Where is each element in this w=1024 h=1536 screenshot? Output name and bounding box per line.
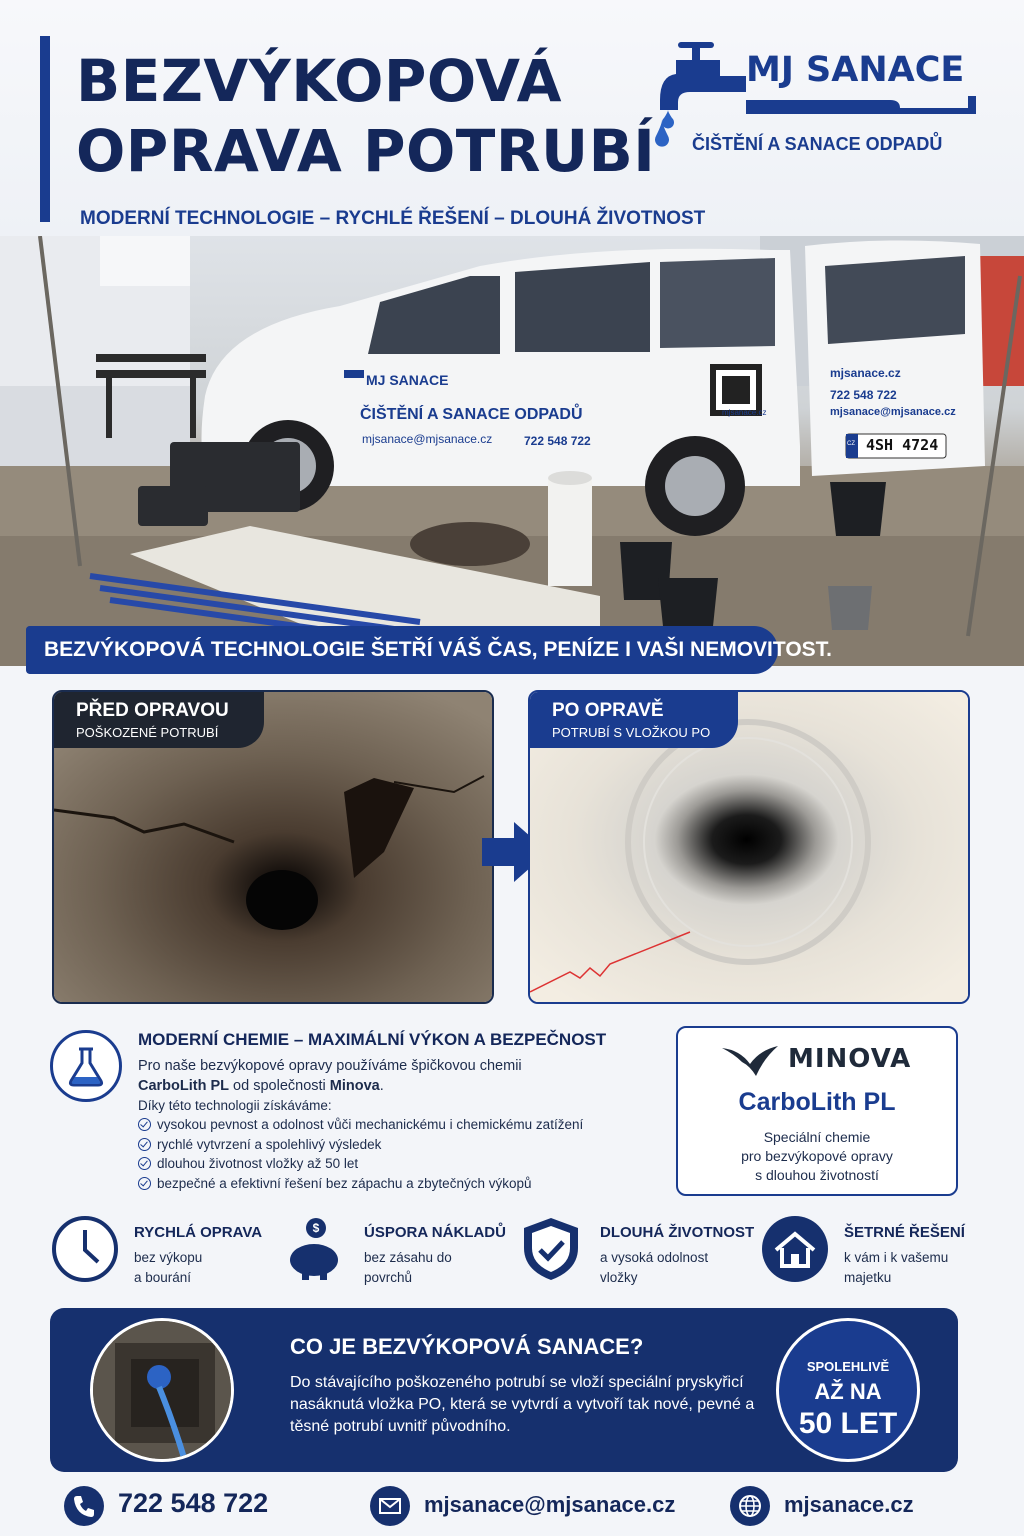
door-web: mjsanace.cz	[830, 366, 901, 380]
plate-prefix: CZ	[847, 441, 855, 447]
after-repair-card	[528, 690, 970, 1004]
page-title	[76, 46, 655, 186]
badge-line-1: SPOLEHLIVĚ	[806, 1359, 890, 1374]
email-icon	[370, 1486, 410, 1526]
slogan-banner	[26, 626, 833, 674]
shield-check-icon	[516, 1214, 586, 1284]
contact-web[interactable]	[730, 1484, 930, 1528]
title-line-2: OPRAVA POTRUBÍ	[76, 117, 656, 185]
minova-desc-line: Speciální chemie	[763, 1129, 871, 1145]
logo-brand: MJ SANACE	[746, 50, 965, 90]
feature-fast-repair	[50, 1214, 280, 1294]
chemistry-intro	[138, 1056, 668, 1096]
before-subtitle: POŠKOZENÉ POTRUBÍ	[76, 725, 219, 740]
feature-title: ŠETRNÉ ŘEŠENÍ	[844, 1224, 965, 1241]
title-accent-bar	[40, 36, 50, 222]
feature-cost-saving	[280, 1214, 510, 1294]
logo-tagline: ČIŠTĚNÍ A SANACE ODPADŮ	[692, 134, 943, 154]
feature-desc-line: bez zásahu do	[364, 1250, 452, 1265]
feature-desc-line: povrchů	[364, 1270, 413, 1285]
after-subtitle: POTRUBÍ S VLOŽKOU PO	[552, 725, 711, 740]
intro-product: CarboLith PL	[138, 1078, 230, 1094]
mj-sanace-logo[interactable]	[650, 36, 990, 166]
chemistry-lead: Díky této technologii získáváme:	[138, 1098, 332, 1113]
after-label	[530, 692, 738, 748]
minova-desc-line: s dlouhou životností	[755, 1167, 879, 1183]
phone-number: 722 548 722	[118, 1488, 269, 1518]
badge-line-3: 50 LET	[798, 1407, 898, 1440]
license-plate: 4SH 4724	[866, 436, 939, 454]
check-icon	[138, 1118, 151, 1131]
phone-icon	[64, 1486, 104, 1526]
feature-desc-line: k vám i k vašemu	[844, 1250, 949, 1265]
qr-caption: mjsanace.cz	[722, 408, 767, 417]
svg-text:$: $	[312, 1221, 320, 1235]
check-icon	[138, 1157, 151, 1170]
van-photo	[0, 236, 1024, 666]
chemistry-heading: MODERNÍ CHEMIE – MAXIMÁLNÍ VÝKON A BEZPEČNOST	[138, 1030, 607, 1049]
feature-desc-line: a vysoká odolnost	[600, 1250, 709, 1265]
slogan-text: BEZVÝKOPOVÁ TECHNOLOGIE ŠETŘÍ VÁŠ ČAS, PENÍZE I VAŠI NEMOVITOST.	[44, 638, 833, 661]
feature-gentle-solution	[760, 1214, 990, 1294]
what-is-heading: CO JE BEZVÝKOPOVÁ SANACE?	[290, 1334, 644, 1359]
list-item-text: dlouhou životnost vložky až 50 let	[157, 1156, 359, 1171]
minova-logo-icon	[720, 1044, 780, 1080]
feature-title: ÚSPORA NÁKLADŮ	[364, 1224, 506, 1241]
list-item-text: bezpečné a efektivní řešení bez zápachu a zbytečných výkopů	[157, 1175, 532, 1191]
van-phone: 722 548 722	[524, 434, 591, 448]
website: mjsanace.cz	[784, 1492, 914, 1517]
contact-phone[interactable]	[64, 1484, 304, 1528]
piggy-bank-icon	[280, 1214, 350, 1284]
before-label	[54, 692, 264, 748]
minova-card	[676, 1026, 958, 1196]
what-is-text: Do stávajícího poškozeného potrubí se vloží speciální pryskyřicí nasáknutá vložka PO, která se vytvrdí a vytvoří tak nové, pevné a těsné potrubí uvnitř původního.	[290, 1374, 755, 1435]
feature-title: RYCHLÁ OPRAVA	[134, 1224, 263, 1241]
what-is-section	[50, 1308, 958, 1472]
warranty-badge	[776, 1318, 920, 1462]
email-address: mjsanace@mjsanace.cz	[424, 1492, 676, 1517]
feature-desc-line: vložky	[600, 1270, 638, 1285]
door-phone: 722 548 722	[830, 388, 897, 402]
list-item	[138, 1135, 668, 1155]
minova-product: CarboLith PL	[738, 1088, 896, 1116]
feature-desc	[134, 1248, 202, 1288]
feature-desc-line: a bourání	[134, 1270, 192, 1285]
minova-brand: MINOVA	[788, 1044, 912, 1074]
feature-desc	[844, 1248, 948, 1288]
flask-icon	[50, 1030, 122, 1102]
feature-long-life	[516, 1214, 755, 1294]
feature-desc-line: bez výkopu	[134, 1250, 203, 1265]
title-line-1: BEZVÝKOPOVÁ	[76, 47, 563, 115]
feature-desc	[600, 1248, 708, 1288]
badge-line-2: AŽ NA	[814, 1379, 882, 1404]
check-icon	[138, 1138, 151, 1151]
intro-end: .	[379, 1078, 384, 1094]
chemistry-section	[138, 1030, 668, 1193]
list-item-text: vysokou pevnost a odolnost vůči mechanickému i chemickému zatížení	[157, 1117, 584, 1132]
house-icon	[760, 1214, 830, 1284]
page-subtitle: MODERNÍ TECHNOLOGIE – RYCHLÉ ŘEŠENÍ – DLOUHÁ ŽIVOTNOST	[80, 208, 706, 229]
intro-company: Minova	[329, 1078, 380, 1094]
door-email: mjsanace@mjsanace.cz	[830, 406, 956, 418]
clock-icon	[50, 1214, 120, 1284]
intro-connector: od společnosti	[229, 1078, 330, 1094]
feature-desc-line: majetku	[844, 1270, 892, 1285]
contact-email[interactable]	[370, 1484, 690, 1528]
list-item	[138, 1115, 668, 1135]
check-icon	[138, 1177, 151, 1190]
list-item	[138, 1154, 668, 1174]
list-item-text: rychlé vytvrzení a spolehlivý výsledek	[157, 1136, 382, 1152]
after-title: PO OPRAVĚ	[552, 700, 664, 721]
minova-desc-line: pro bezvýkopové opravy	[741, 1148, 893, 1164]
before-repair-card	[52, 690, 494, 1004]
list-item	[138, 1174, 668, 1194]
header	[0, 0, 1024, 236]
van-tagline: ČIŠTĚNÍ A SANACE ODPADŮ	[360, 406, 583, 423]
intro-text: Pro naše bezvýkopové opravy používáme špičkovou chemii	[138, 1058, 522, 1074]
van-logo-brand: MJ SANACE	[366, 372, 449, 388]
globe-icon	[730, 1486, 770, 1526]
before-title: PŘED OPRAVOU	[76, 700, 229, 721]
feature-title: DLOUHÁ ŽIVOTNOST	[600, 1224, 755, 1241]
minova-description	[678, 1128, 956, 1185]
van-email: mjsanace@mjsanace.cz	[362, 432, 493, 446]
benefits-list	[138, 1115, 668, 1193]
feature-desc	[364, 1248, 452, 1288]
manhole-photo	[90, 1318, 234, 1462]
